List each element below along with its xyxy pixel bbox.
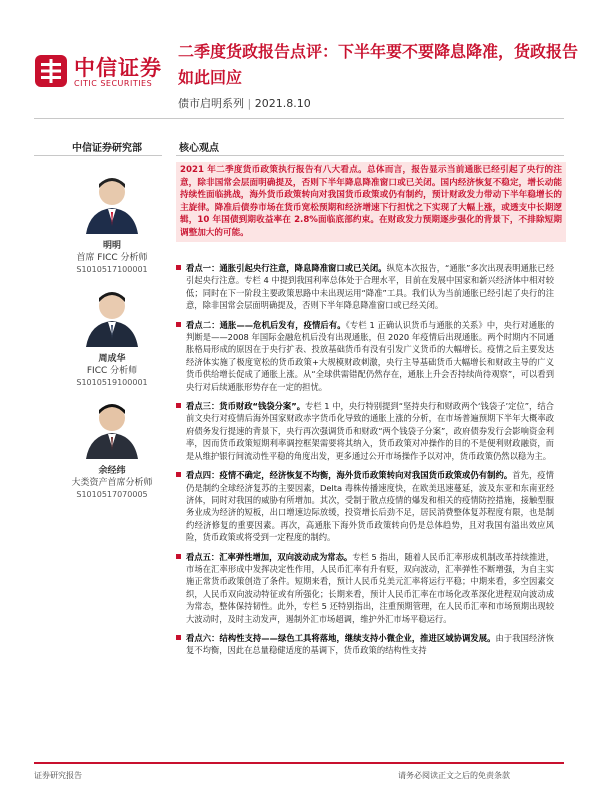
core-views-heading: 核心观点 [179,143,219,154]
citic-logo-icon [34,54,68,88]
analyst-name: 明明 [102,241,121,251]
report-title: 二季度货政报告点评：下半年要不要降息降准，货政报告如此回应 [178,42,579,87]
avatar [82,397,142,459]
analyst-role: FICC 分析师 [86,366,138,376]
key-point-heading: 看点二：通胀——危机后发有，疫情后有。 [186,319,346,330]
analyst-id: S1010519100001 [76,378,148,387]
analyst-id: S1010517070005 [76,490,148,499]
analyst-name: 周成华 [98,354,126,364]
key-point [176,632,554,657]
analyst-role: 大类资产首席分析师 [71,478,153,488]
analyst-id: S1010517100001 [76,265,148,274]
key-point [176,400,554,462]
key-point-heading: 看点六：结构性支持——绿色工具将落地，继续支持小微企业，推进区域协调发展。 [186,632,496,643]
key-point-text: 专栏 5 指出，随着人民币汇率形成机制改革持续推进，市场在汇率形成中发挥决定性作用，人民币汇率有升有贬，双向波动，汇率弹性不断增强，为自主实施正常货币政策创造了条件。短期来看，预计人民币兑美元汇率将运行平稳；中期来看，多空因素交织，人民币双向波动特征或有所强化；长期来看，预计人民币汇率在市场化改革深化进程双向波动成为常态，整体保持韧性。此外，专栏 5 还特别指出，注重预期管理，在人民币汇率和市场预期出现较大波动时，及时主动发声，遏制外汇市场超调，维护外汇市场平稳运行。 [186,551,554,624]
key-point-text: 由于我国经济恢复不均衡，因此在总量稳健适度的基调下，货币政策的结构性支持 [186,632,554,656]
footer-disclaimer: 请务必阅读正文之后的免责条款 [398,771,510,780]
right-section-divider [176,155,564,156]
analyst-name: 余经纬 [98,466,126,476]
brand-logo [34,48,174,96]
report-subtitle [178,95,311,111]
key-point-text: 专栏 1 中，央行特别提到“坚持央行和财政两个‘钱袋子’定位”，结合前文央行对疫情后海外国家财政赤字货币化导致的通胀上涨的分析，在市场普遍预期下半年大概率政府债务发行提速的背景下，央行再次强调货币和财政“两个钱袋子分案”，政府债券发行会影响资金利率，因而货币政策短期利率调控框架需要将其纳入，货币政策对冲操作的目的不是便利财政融资，而是从维护银行间流动性平稳的角度出发，更多通过公开市场操作予以对冲，货币政策仍然以稳为主。 [186,401,554,461]
analyst-card [62,172,162,276]
brand-name-en: CITIC SECURITIES [74,79,153,88]
key-point-heading: 看点五：汇率弹性增加，双向波动成为常态。 [186,551,353,562]
analyst-card [62,285,162,389]
key-point [176,551,554,625]
key-point [176,469,554,543]
analyst-role: 首席 FICC 分析师 [76,253,148,263]
key-point [176,319,554,393]
key-points [176,262,554,664]
key-point-heading: 看点三：货币财政“钱袋分案”。 [186,401,306,412]
key-point-text: 《专栏 1 正确认识货币与通胀的关系》中，央行对通胀的判断是——2008 年国际金融危机后没有出现通胀，但 2020 年疫情后出现通胀。两个时期内不同通胀格局形成的原因在于央行扩表、投放基础货币有没有引发广义货币的大幅增长。疫情之后主要发达经济体实施了极度宽松的货币政策+大规模财政刺激，央行主导基础货币大幅增长和财政主导的广义货币供给增长促成了通胀上涨。从“全球供需错配仍然存在，通胀上升会否持续尚待观察”，可以看到央行对后续通胀形势存在一定的担忧。 [186,319,555,392]
research-dept-label: 中信证券研究部 [72,143,142,154]
left-section-divider [34,155,162,156]
avatar [82,285,142,347]
key-point-heading: 看点四：疫情不确定，经济恢复不均衡，海外货币政策转向对我国货币政策或仍有制约。 [186,470,513,481]
key-point-text: 首先，疫情仍是制约全球经济复苏的主要因素，Delta 毒株传播速度快，在欧美迅速蔓延，波及东亚和东南亚经济体，同时对我国的威胁有所增加。其次，受制于散点疫情的爆发和相关的疫情防控措施，接触型服务业成为经济的短板，出口增速边际放缓，投资增长后劲不足，居民消费整体复苏程度有限，也是制约经济修复的重要因素。再次，高通胀下海外货币政策转向仍是总体趋势，且对我国有溢出效应风险，货币政策或将受到一定程度的制约。 [186,470,554,543]
footer-left: 证券研究报告 [34,771,82,780]
title-separator: | [247,97,252,110]
summary-block: 2021 年二季度货币政策执行报告有八大看点。总体而言，报告显示当前通胀已经引起了央行的注意，除非国常会层面明确提及，否则下半年降息降准窗口或已关闭。国内经济恢复不稳定，增长动能持续性面临挑战，海外货币政策转向对我国货币政策或仍有制约，预计财政发力带动下半年稳增长的主旋律。降准后债券市场在货币宽松预期和经济增速下行担忧之下实现了大幅上涨，或透支中长期逻辑，10 年国债到期收益率在 2.8%面临底部约束。在财政发力预期逐步强化的背景下，不排除短期调整加大的可能。 [176,162,566,242]
brand-name-cn: 中信证券 [74,56,162,80]
key-point-heading: 看点一：通胀引起央行注意，降息降准窗口或已关闭。 [186,263,387,273]
key-point-text: 纵览本次报告，“通胀”多次出现表明通胀已经引起央行注意。专栏 4 中提到我国利率总体处于合理水平，目前在发展中国家和新兴经济体中相对较低；同时在下一阶段主要政策思路中未出现运用“降准”工具。我们认为当前通胀已经引起了央行的注意，除非国常会层面明确提及，否则下半年降息降准窗口或已经关闭。 [186,263,554,311]
key-point [176,262,554,312]
report-date: 2021.8.10 [254,97,311,110]
footer-divider [34,762,564,764]
avatar [82,172,142,234]
header-divider [34,118,564,119]
analyst-card [62,397,162,501]
report-series: 债市启明系列 [178,97,244,110]
